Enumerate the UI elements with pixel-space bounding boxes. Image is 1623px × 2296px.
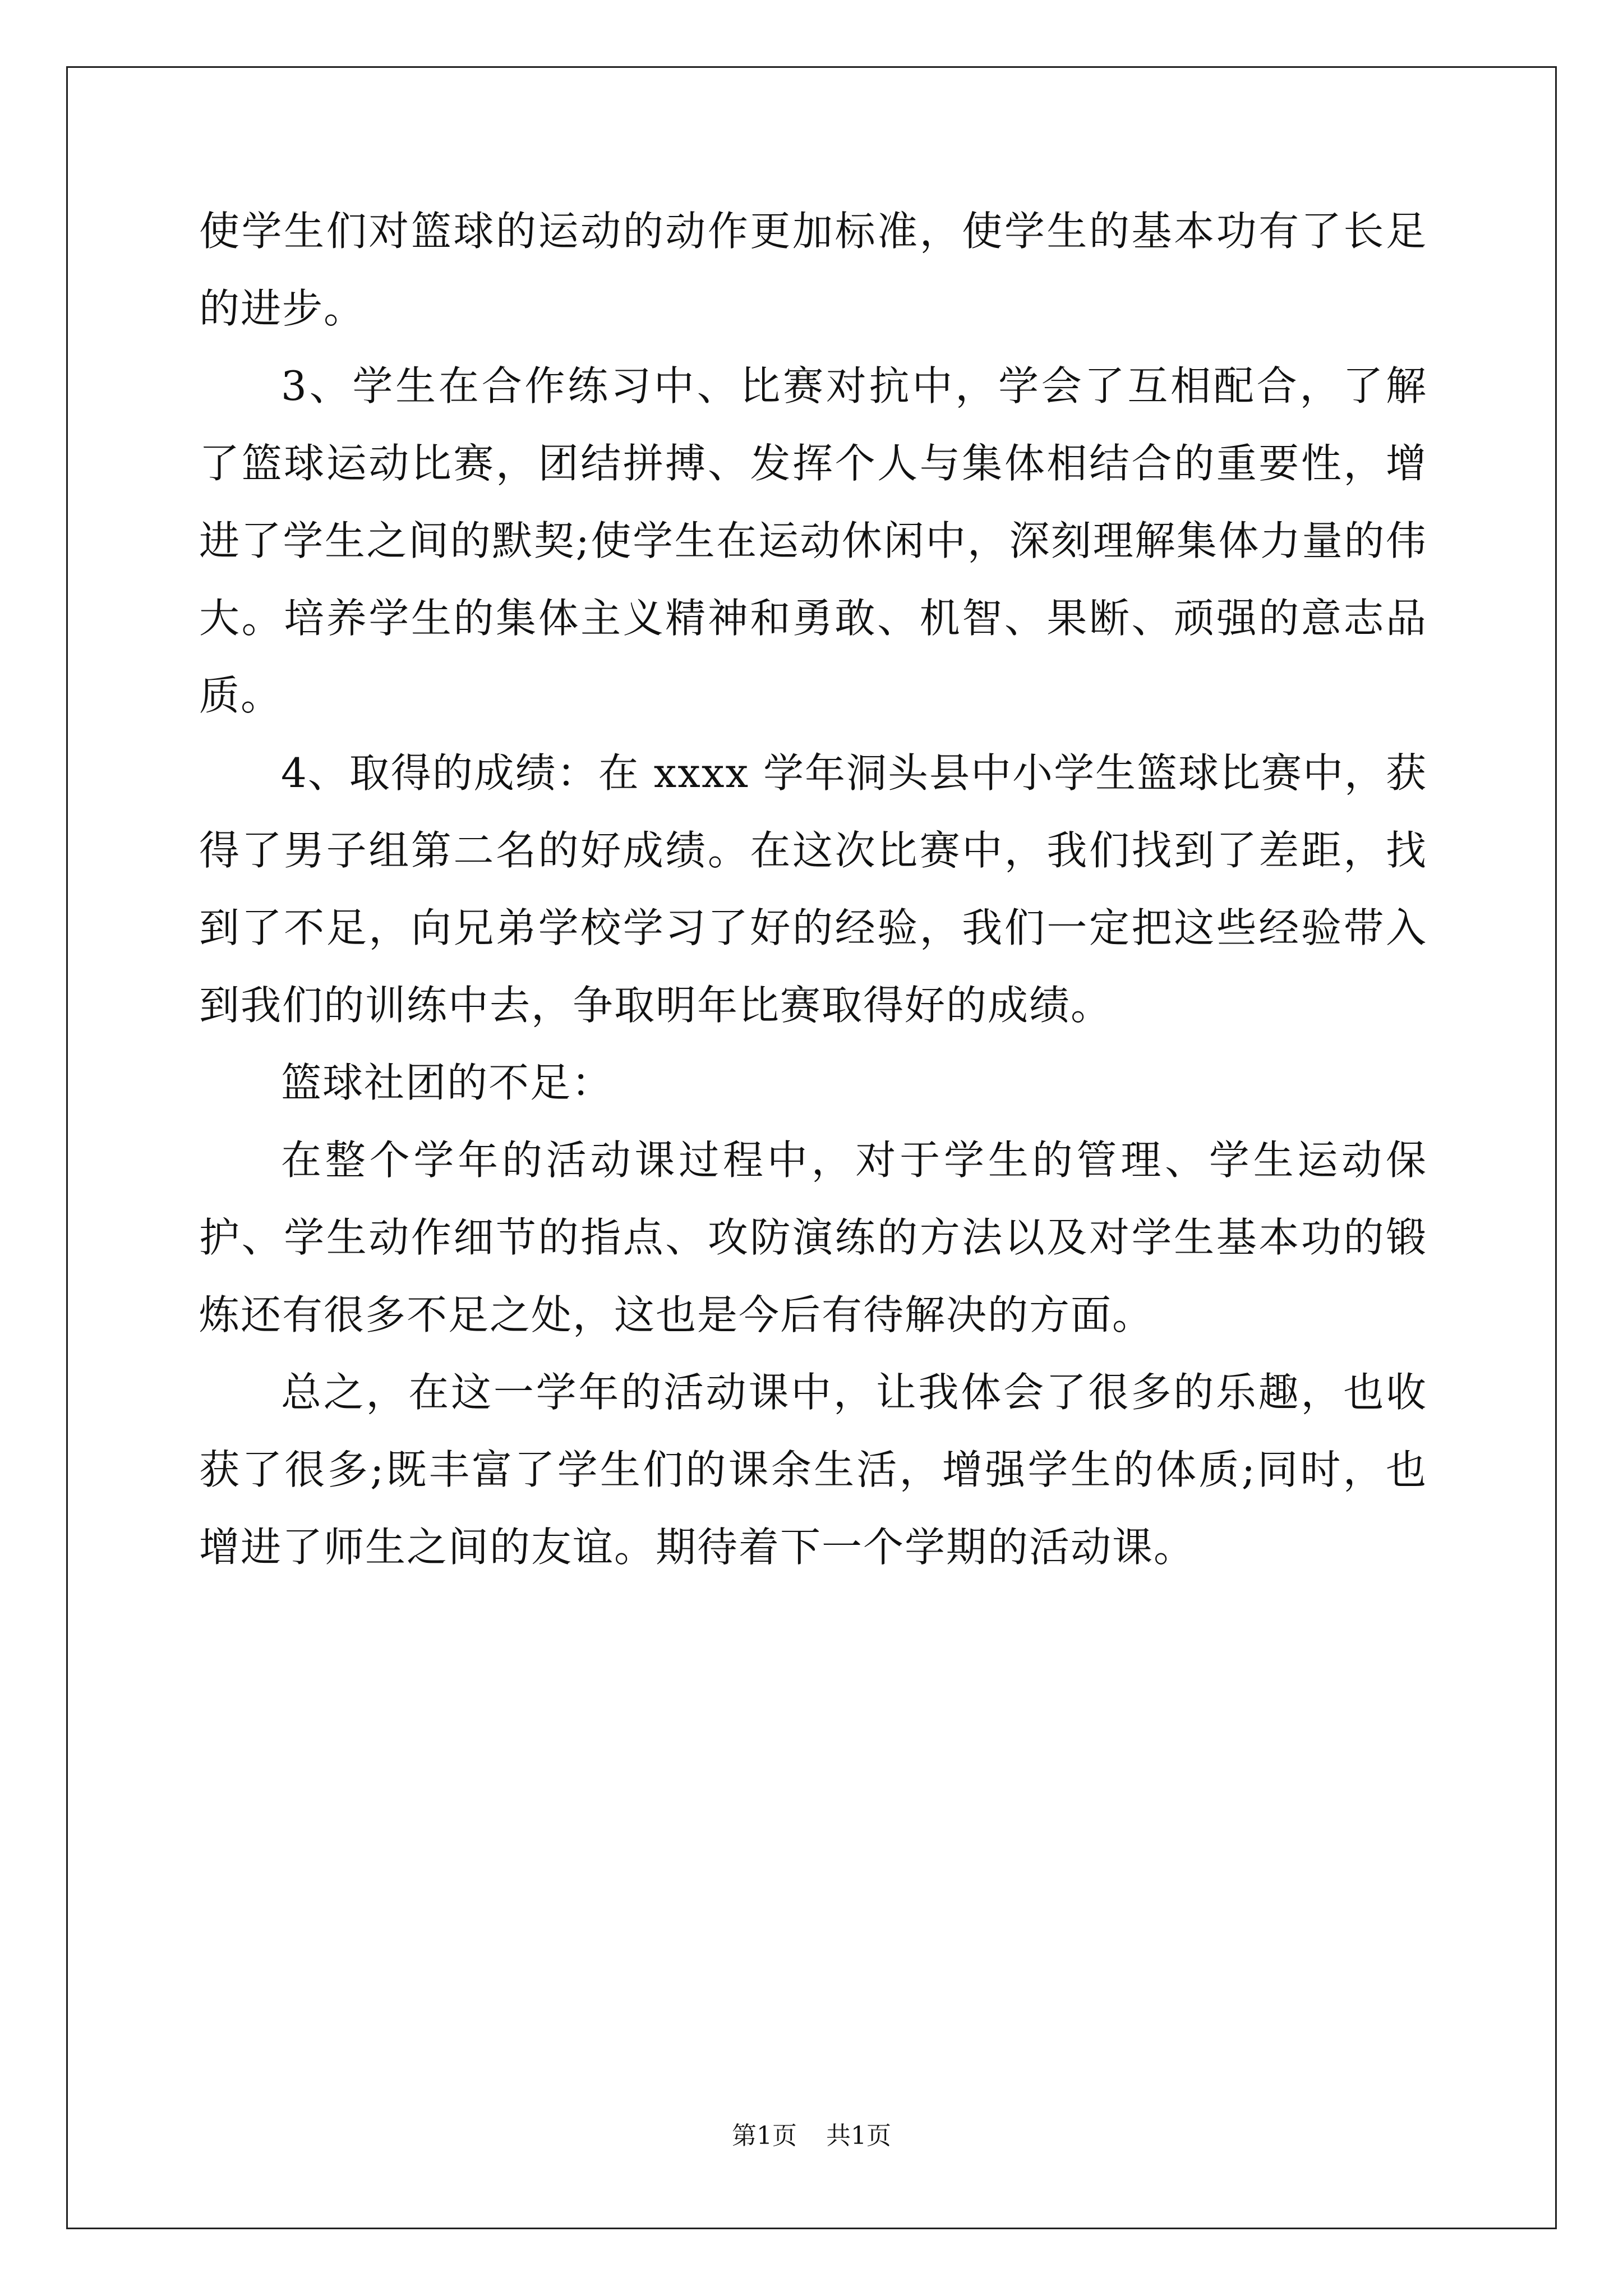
document-body [199, 192, 1427, 1586]
paragraph-1: 使学生们对篮球的运动的动作更加标准，使学生的基本功有了长足的进步。 [199, 208, 1427, 332]
paragraph-2: 3、学生在合作练习中、比赛对抗中，学会了互相配合，了解了篮球运动比赛，团结拼搏、发挥个人与集体相结合的重要性，增进了学生之间的默契;使学生在运动休闲中，深刻理解集体力量的伟大。培养学生的集体主义精神和勇敢、机智、果断、顽强的意志品质。 [199, 362, 1427, 719]
page-number-total: 共1页 [826, 2122, 891, 2150]
page-number-current: 第1页 [732, 2122, 797, 2150]
paragraph-4-heading: 篮球社团的不足： [281, 1059, 614, 1106]
paragraph-3: 4、取得的成绩：在 xxxx 学年洞头县中小学生篮球比赛中，获得了男子组第二名的好成绩。在这次比赛中，我们找到了差距，找到了不足，向兄弟学校学习了好的经验，我们一定把这些经验带入到我们的训练中去，争取明年比赛取得好的成绩。 [199, 749, 1428, 1029]
page-footer [0, 2119, 1623, 2153]
paragraph-6: 总之，在这一学年的活动课中，让我体会了很多的乐趣，也收获了很多;既丰富了学生们的课余生活，增强学生的体质;同时，也增进了师生之间的友谊。期待着下一个学期的活动课。 [199, 1369, 1427, 1571]
paragraph-5: 在整个学年的活动课过程中，对于学生的管理、学生运动保护、学生动作细节的指点、攻防演练的方法以及对学生基本功的锻炼还有很多不足之处，这也是今后有待解决的方面。 [199, 1137, 1427, 1338]
